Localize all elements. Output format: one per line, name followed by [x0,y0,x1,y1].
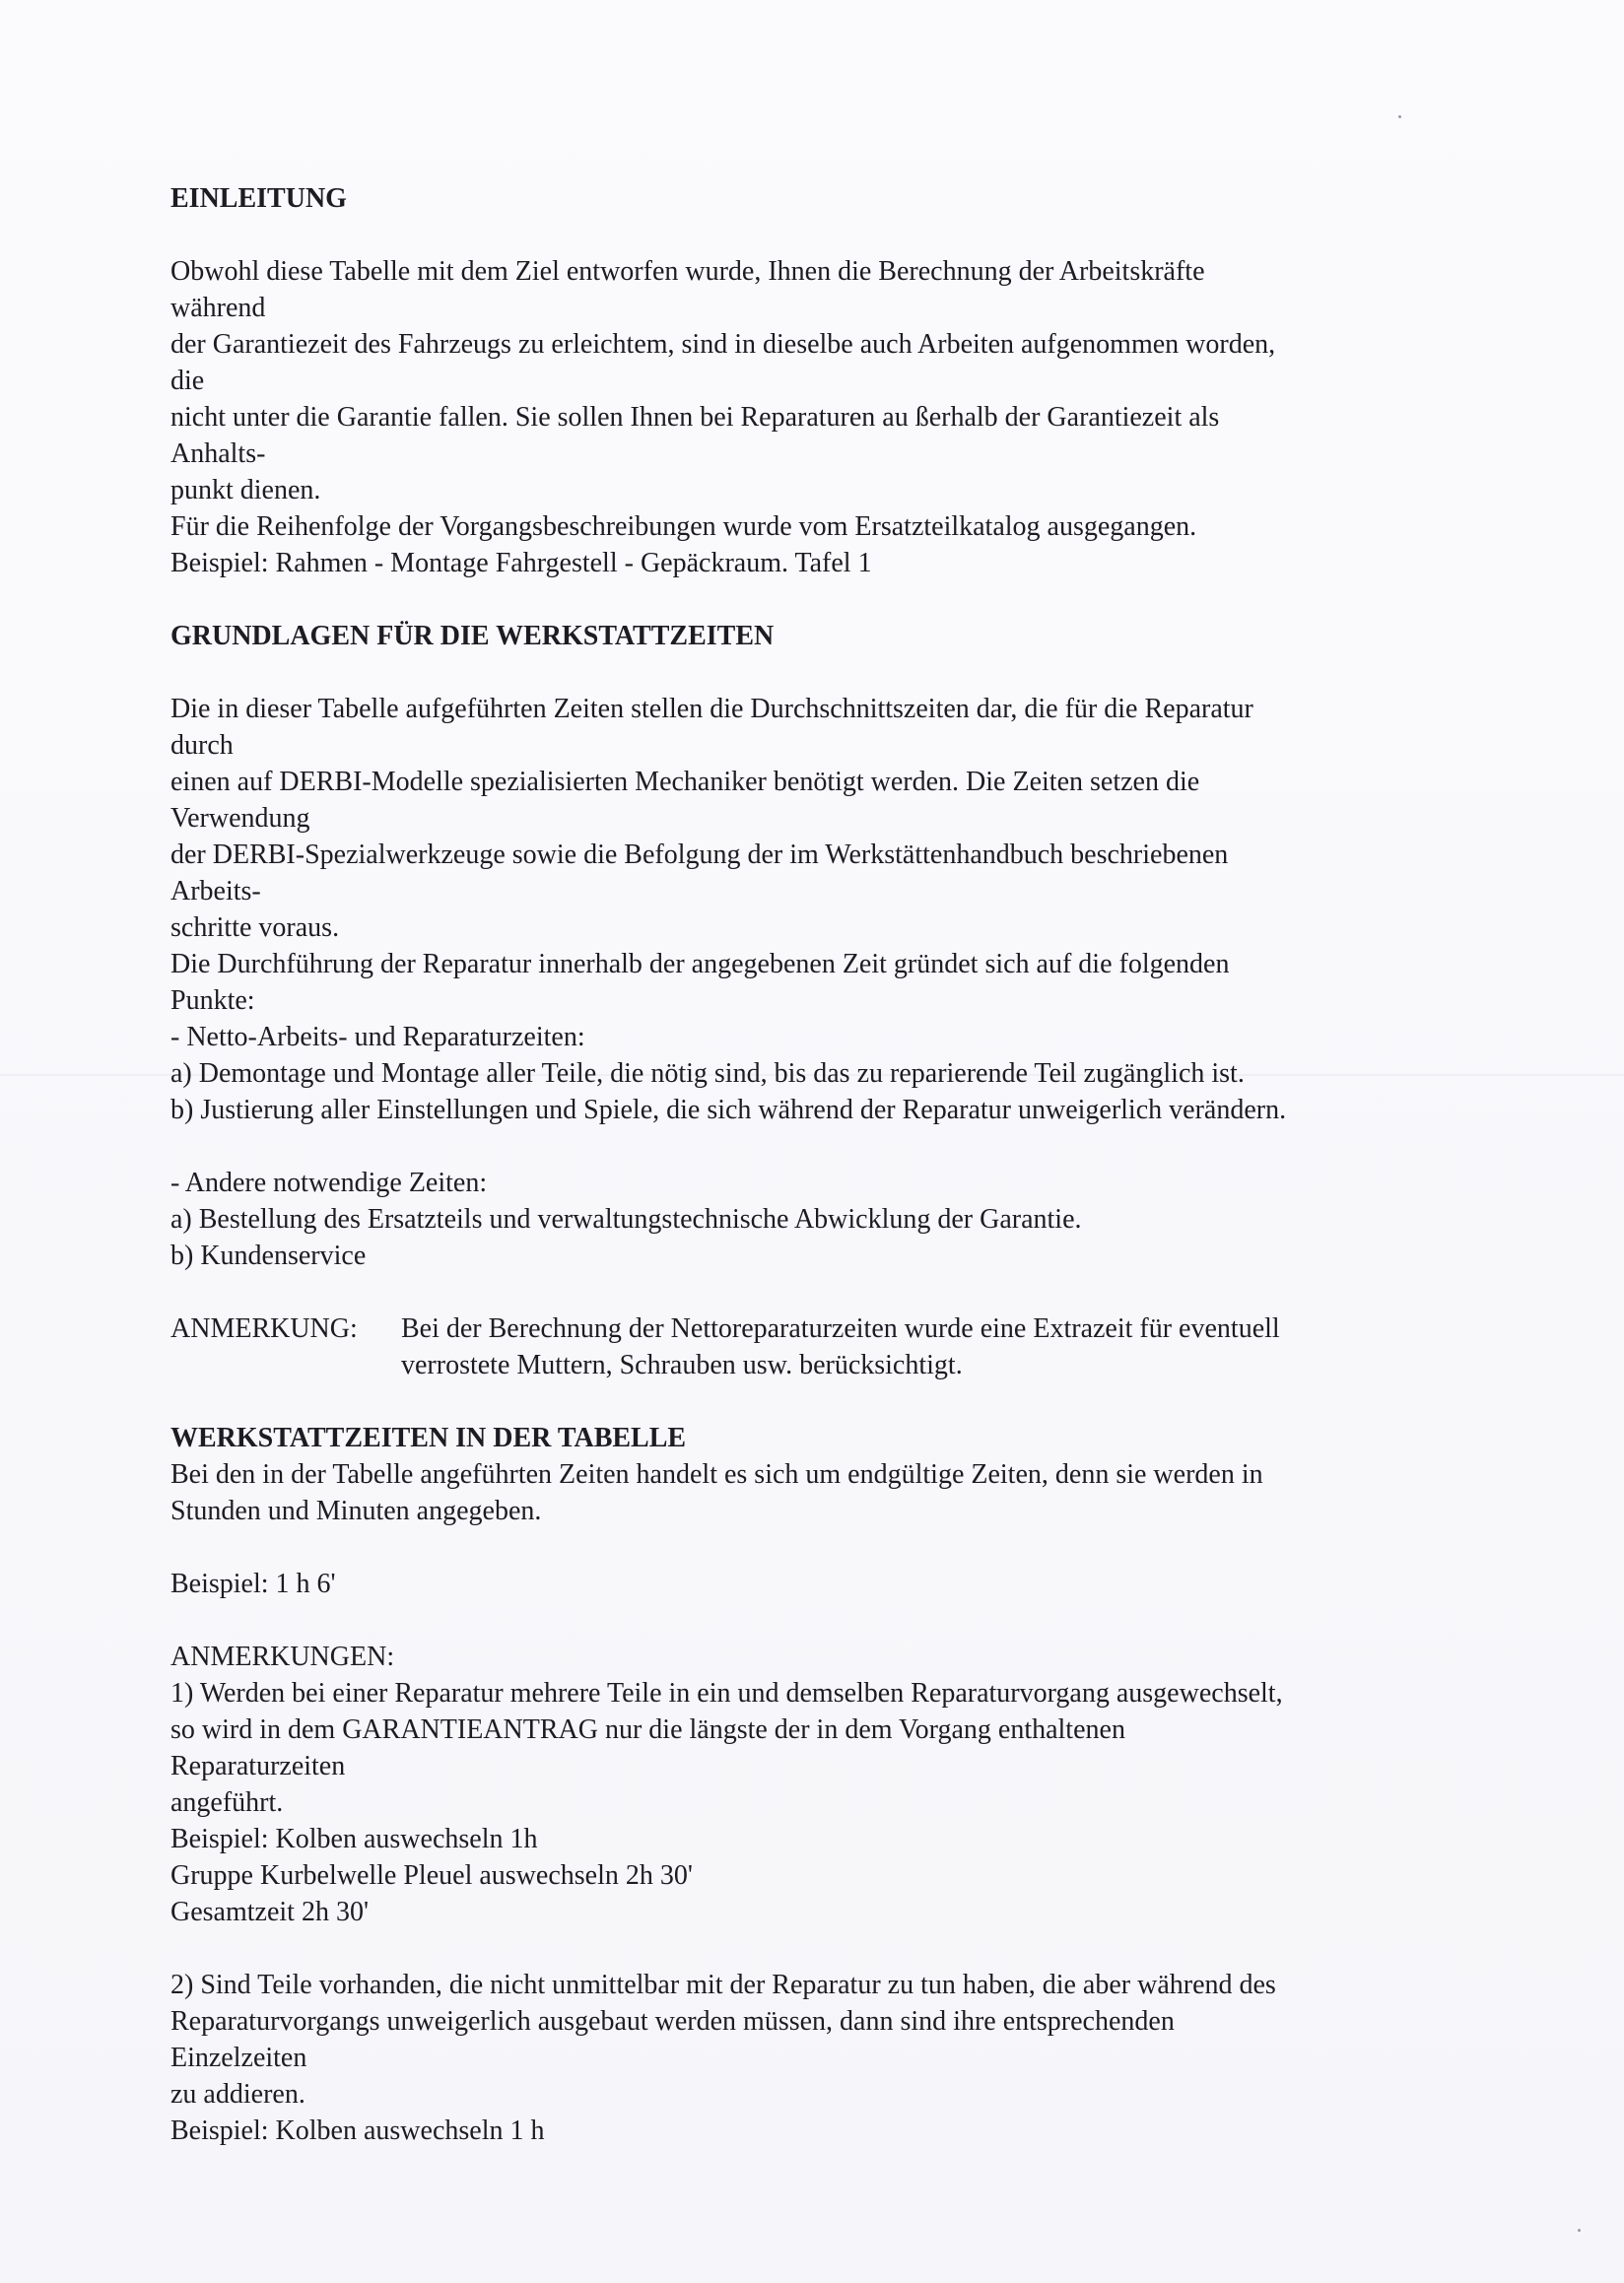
heading-grundlagen: GRUNDLAGEN FÜR DIE WERKSTATTZEITEN [170,621,775,651]
text-line: Einzelzeiten [170,2043,307,2073]
text-line: b) Kundenservice [170,1241,367,1271]
text-line: schritte voraus. [170,912,340,943]
text-line: - Netto-Arbeits- und Reparaturzeiten: [170,1022,585,1052]
other-times-list [170,1165,1521,1274]
text-line: Punkte: [170,985,255,1016]
text-line: Reparaturvorgangs unweigerlich ausgebaut werden müssen, dann sind ihre entsprechenden [170,2006,1175,2037]
anmerkung-note [170,1310,1521,1383]
heading-werkstattzeiten: WERKSTATTZEITEN IN DER TABELLE [170,1423,687,1453]
text-line: a) Demontage und Montage aller Teile, die nötig sind, bis das zu reparierende Teil zugänglich ist. [170,1058,1245,1089]
text-line: Beispiel: Kolben auswechseln 1 h [170,2115,545,2146]
text-line: Beispiel: Kolben auswechseln 1h [170,1824,538,1854]
text-line: die [170,366,205,396]
text-line: a) Bestellung des Ersatzteils und verwaltungstechnische Abwicklung der Garantie. [170,1204,1082,1235]
grundlagen-paragraph [170,691,1521,1128]
text-line: Beispiel: Rahmen - Montage Fahrgestell - Gepäckraum. Tafel 1 [170,548,872,578]
note-text: Bei der Berechnung der Nettoreparaturzeiten wurde eine Extrazeit für eventuell [401,1313,1280,1344]
text-line: einen auf DERBI-Modelle spezialisierten Mechaniker benötigt werden. Die Zeiten setzen die [170,767,1200,797]
example-line: Beispiel: 1 h 6' [170,1569,336,1599]
text-line: Für die Reihenfolge der Vorgangsbeschreibungen wurde vom Ersatzteilkatalog ausgegangen. [170,511,1197,542]
text-line: der Garantiezeit des Fahrzeugs zu erleichtem, sind in dieselbe auch Arbeiten aufgenommen worden, [170,329,1276,360]
text-line: 2) Sind Teile vorhanden, die nicht unmittelbar mit der Reparatur zu tun haben, die aber während des [170,1970,1276,2000]
text-line: Bei den in der Tabelle angeführten Zeiten handelt es sich um endgültige Zeiten, denn sie werden in [170,1459,1263,1490]
text-line: Gesamtzeit 2h 30' [170,1897,369,1927]
text-line: 1) Werden bei einer Reparatur mehrere Teile in ein und demselben Reparaturvorgang ausgewechselt, [170,1678,1283,1709]
einleitung-paragraph [170,253,1521,581]
text-line: Gruppe Kurbelwelle Pleuel auswechseln 2h 30' [170,1860,693,1891]
document-body [170,180,1521,2149]
werkstattzeiten-paragraph [170,1456,1521,1529]
text-line: so wird in dem GARANTIEANTRAG nur die längste der in dem Vorgang enthaltenen [170,1714,1125,1745]
note-2 [170,1967,1521,2149]
text-line: punkt dienen. [170,475,321,505]
notes-heading: ANMERKUNGEN: [170,1642,395,1672]
text-line: Anhalts- [170,438,266,469]
text-line: angeführt. [170,1787,284,1818]
note-1 [170,1675,1521,1930]
text-line: der DERBI-Spezialwerkzeuge sowie die Befolgung der im Werkstättenhandbuch beschriebenen [170,839,1229,870]
text-line: Stunden und Minuten angegeben. [170,1496,542,1526]
text-line: Die in dieser Tabelle aufgeführten Zeiten stellen die Durchschnittszeiten dar, die für die Reparatur [170,694,1253,724]
text-line: zu addieren. [170,2079,305,2110]
heading-einleitung: EINLEITUNG [170,183,347,214]
text-line: Arbeits- [170,876,261,906]
scan-speck [1578,2229,1581,2232]
text-line: Reparaturzeiten [170,1751,346,1781]
text-line: durch [170,730,234,761]
text-line: - Andere notwendige Zeiten: [170,1168,488,1198]
text-line: b) Justierung aller Einstellungen und Spiele, die sich während der Reparatur unweigerlich verändern. [170,1095,1287,1125]
note-label: ANMERKUNG: [170,1313,358,1344]
text-line: während [170,293,266,323]
text-line: Die Durchführung der Reparatur innerhalb der angegebenen Zeit gründet sich auf die folgenden [170,949,1230,979]
text-line: nicht unter die Garantie fallen. Sie sollen Ihnen bei Reparaturen au ßerhalb der Garantiezeit als [170,402,1220,433]
text-line: Verwendung [170,803,310,834]
scan-speck [1398,115,1401,118]
note-text: verrostete Muttern, Schrauben usw. berücksichtigt. [401,1350,963,1380]
text-line: Obwohl diese Tabelle mit dem Ziel entworfen wurde, Ihnen die Berechnung der Arbeitskräfte [170,256,1205,287]
